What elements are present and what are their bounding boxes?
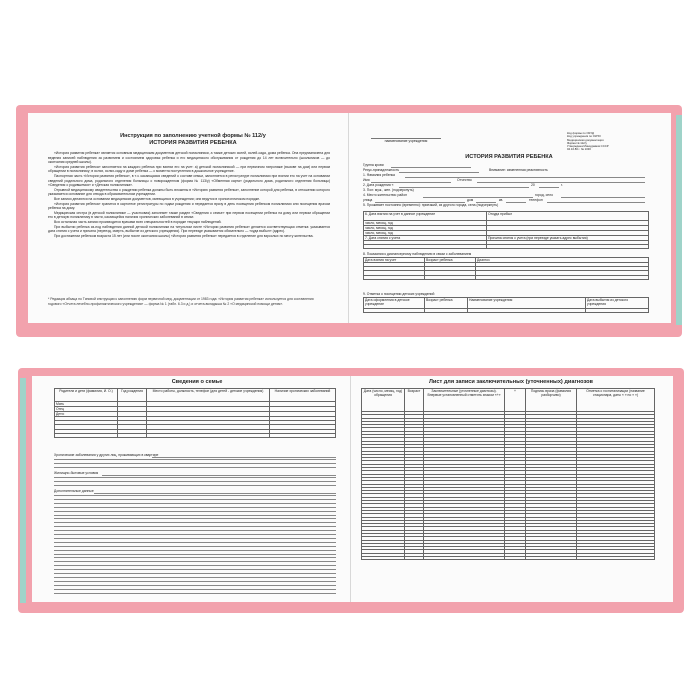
instruction-page — [28, 113, 348, 323]
field-year-suffix: г. — [561, 183, 563, 187]
ruled-line — [54, 495, 336, 496]
registration-row: число, месяц, год — [364, 231, 487, 236]
field-name: Имя — [363, 178, 370, 182]
ruled-line — [54, 530, 336, 531]
form-title: ИСТОРИЯ РАЗВИТИЯ РЕБЕНКА — [465, 154, 553, 160]
ruled-line — [54, 589, 336, 590]
form-code-line: Код учреждения по ОКПО — [567, 134, 601, 139]
family-row-children: Дети: — [55, 412, 118, 417]
ruled-line — [54, 459, 336, 460]
instruction-text — [48, 151, 330, 291]
ruled-line — [54, 507, 336, 508]
ruled-line — [54, 467, 336, 468]
instruction-paragraph: «История развития ребенка» хранится в картотеке регистратуры по годам рождения и передается врачу в день посещения ребенком поликлиники или посещения врачом ребенка на дому. — [48, 201, 330, 211]
instruction-paragraph: Паспортная часть «Истории развития ребенка», в т.ч. касающаяся сведений о составе семьи, заполняется в регистратуре поликлиники при взятии его на учет на основании сведений родильного дома, родильного отделения больницы о новорожденном (форма № 113/у) «Обменная карта» (родильного дома, родильного отделения больницы) «Сведения о родившемся» и «Детская поликлиника». — [48, 173, 330, 188]
ruled-line — [54, 581, 336, 582]
dispensary-date-header: Дата взятия на учет — [364, 258, 425, 263]
ruled-line — [54, 477, 336, 478]
ruled-line — [54, 522, 336, 523]
field-birth-year-prefix: 20 — [531, 183, 535, 187]
field-phone: телефон — [529, 198, 543, 202]
registration-row: число, месяц, год — [364, 221, 487, 226]
diag-col-signature: Подпись врача (фамилия разборчиво) — [526, 389, 577, 412]
family-row-father: Отец — [55, 407, 118, 412]
registration-table — [363, 211, 649, 249]
family-col-work: Место работы, должность, телефон (для детей - детские учреждения) — [147, 389, 270, 402]
field-reactivity: Внимание: измененная реактивность — [489, 168, 548, 172]
ruled-line — [54, 561, 336, 562]
family-title: Сведения о семье — [171, 379, 223, 385]
ruled-line — [54, 565, 336, 566]
ruled-line — [54, 573, 336, 574]
family-table — [54, 388, 336, 438]
field-city: город, село — [535, 193, 553, 197]
diagnosis-row — [362, 557, 655, 560]
instruction-paragraph: Отрывной медицинскому свидетельства о рождении ребенка должны быть вложены в «Историю развития ребенка», заполнение которой для ребенка, в отношении которого указывается основание для отвода в образовательном учреждении. — [48, 187, 330, 197]
institutions-date-header: Дата оформления в детское учреждение — [364, 298, 425, 309]
institutions-age-header: Возраст ребенка — [425, 298, 468, 309]
instruction-paragraph: Все записи делаются на основании медицинских документов, имеющихся в учреждении; они ведутся в хронологическом порядке. — [54, 196, 261, 201]
ruled-line — [54, 485, 336, 486]
form-code-line: Медицинская документация — [567, 137, 604, 142]
chronic-diseases-label: Хронические заболевания у других лиц, проживающих в квартире — [54, 453, 159, 457]
field-sex: 3. Пол: муж., жен. (подчеркнуть) — [363, 188, 414, 192]
field-residence-district: 4. Место жительства: район — [363, 193, 407, 197]
registration-from-header: Откуда прибыл — [487, 212, 649, 221]
diag-col-age: Возраст — [405, 389, 424, 412]
diag-col-hospital: Отметка о госпитализации (название стационара, даты « » по « ») — [577, 389, 655, 412]
ruled-line — [54, 511, 336, 512]
top-cover-edge — [676, 115, 682, 325]
instruction-paragraph: При достижении ребенком возраста 15 лет (или после окончания школы) «История развития ребенка» передается в отделение для взрослых по месту жительства. — [54, 233, 314, 238]
field-blood-group: Группа крови — [363, 163, 384, 167]
diag-col-diagnosis: Заключительные (уточненные диагнозы). Впервые установленный отметить знаком «+» — [424, 389, 505, 412]
ruled-line — [54, 585, 336, 586]
instruction-paragraph: При выбытии ребенка из-под наблюдения данной детской поликлиники на титульном листе «Истории развития ребенка» делается соответствующая отметка: указывается дата снятия с учета и причина (переезд, смерть, выбытие из детского учреждения). При переезде указывается обязательно — «куда выбыл» (адрес). — [48, 224, 330, 234]
family-col-name: Родители и дети (фамилия, И. О.) — [55, 389, 118, 402]
ruled-line — [54, 550, 336, 551]
additional-data-label: Дополнительные данные — [54, 489, 94, 493]
instruction-footnote: * Редакция абзаца по Типовой инструкции к заполнению форм первичной мед. документации от 1983 года: «История развития ребенка» используется для составления годового «Отчета лечебно-профилактического учреждения» — форма № 1 (табл. 6.3 и д.) и отчета-вкладыша № 2 «О медицинской помощи детям». — [48, 297, 314, 306]
ruled-line — [54, 481, 336, 482]
institutions-leave-header: Дата выбытия из детского учреждения — [586, 298, 649, 309]
family-col-year: Год рождения — [118, 389, 147, 402]
field-rh: Резус-принадлежность — [363, 168, 400, 172]
deregistration-reason-header: Причина снятия с учета (при переезде указать адрес выбытия) — [487, 236, 649, 241]
ruled-line — [54, 593, 336, 594]
instruction-subheading: ИСТОРИЯ РАЗВИТИЯ РЕБЕНКА — [149, 140, 237, 146]
form-code-line: Форма № 112/у — [567, 140, 587, 145]
ruled-line — [54, 518, 336, 519]
form-code-line: Утверждена Минздравом СССР — [567, 144, 609, 149]
ruled-line — [54, 534, 336, 535]
field-flat: кв. — [499, 198, 504, 202]
form-code-line: Код формы по ОКУД — [567, 131, 594, 135]
ruled-line — [54, 499, 336, 500]
form-code-line: 04.10.80 г. № 1030 — [567, 147, 591, 152]
dispensary-table — [363, 257, 649, 280]
ruled-line — [54, 557, 336, 558]
ruled-line — [54, 542, 336, 543]
field-street: улица — [363, 198, 373, 202]
ruled-line — [54, 546, 336, 547]
ruled-line — [54, 526, 336, 527]
field-surname: 1. Фамилия ребенка — [363, 173, 395, 177]
field-residence-type: 5. Проживает постоянно (временно): приезжий, из другого города, села (подчеркнуть) — [363, 203, 499, 207]
family-col-chronic: Наличие хронических заболеваний — [270, 389, 336, 402]
instruction-paragraph: Медицинская сестра (в детской поликлинике — участковая) заполняет также раздел «Сведения о семье» при первом посещении ребенка на дому или первом обращении его в детскую поликлинику в части, касающейся наличия хронических заболеваний в семье. — [48, 210, 330, 220]
instruction-heading: Инструкция по заполнению учетной формы № 112/у — [120, 133, 266, 139]
institutions-title: 9. Отметка о посещении детских учреждений — [363, 292, 435, 296]
ruled-line — [54, 463, 336, 464]
instruction-paragraph: Вся остальная часть записи производится врачами всех специальностей в порядке текущих наблюдений. — [54, 219, 222, 224]
ruled-line — [54, 569, 336, 570]
institutions-table — [363, 297, 649, 313]
field-house: дом — [467, 198, 474, 202]
instruction-paragraph: «История развития ребенка» заполняется на каждого ребенка при взятии его на учет: а) детской поликлиникой — при первичном патронаже (вызове на дом) или первом обращении в поликлинику; в яслях, яслях-саду и доме ребенка — с момента поступления в дошкольное учреждение. — [48, 164, 330, 174]
bottom-cover-edge — [20, 378, 26, 603]
diagnoses-title: Лист для записи заключительных (уточненных) диагнозов — [428, 379, 593, 385]
instruction-paragraph: «История развития ребенка» является основным медицинским документом детской поликлиники, а также детских яслей, яслей-сада, дома ребенка. Она предназначена для ведения записей наблюдения за развитием и состоянием здоровья ребенка и его медицинского обслуживания от рождения до 14 лет включительно (школьников — до окончания средней школы). — [48, 151, 330, 165]
ruled-line — [54, 538, 336, 539]
diag-col-date: Дата (число, месяц, год) обращения — [362, 389, 405, 412]
ruled-line — [54, 503, 336, 504]
registration-row: число, месяц, год — [364, 226, 487, 231]
family-info-page — [32, 376, 350, 602]
registration-date-header: 6. Дата взятия на учет в данное учреждение — [364, 212, 487, 221]
diag-col-plus: + — [505, 389, 526, 412]
family-row-mother: Мать — [55, 402, 118, 407]
ruled-line — [54, 554, 336, 555]
child-history-form-page — [349, 113, 671, 323]
dispensary-age-header: Возраст ребенка — [425, 258, 476, 263]
ruled-line — [54, 577, 336, 578]
institutions-name-header: Наименование учреждения — [468, 298, 586, 309]
field-patronymic: Отчество — [457, 178, 472, 182]
deregistration-date-header: 7. Дата снятия с учета — [364, 236, 487, 241]
form-codes — [567, 132, 647, 152]
dispensary-diagnosis-header: Диагноз — [476, 258, 649, 263]
dispensary-title: 8. Показания к диспансерному наблюдению в связи с заболеванием — [363, 252, 472, 256]
institution-stamp-label: наименование учреждения — [371, 138, 441, 144]
living-conditions-label: Жилищно-бытовые условия — [54, 471, 99, 475]
field-birthdate: 2. Дата рождения « — [363, 183, 394, 187]
ruled-line — [54, 515, 336, 516]
diagnoses-page — [351, 376, 673, 602]
diagnoses-table — [361, 388, 655, 560]
